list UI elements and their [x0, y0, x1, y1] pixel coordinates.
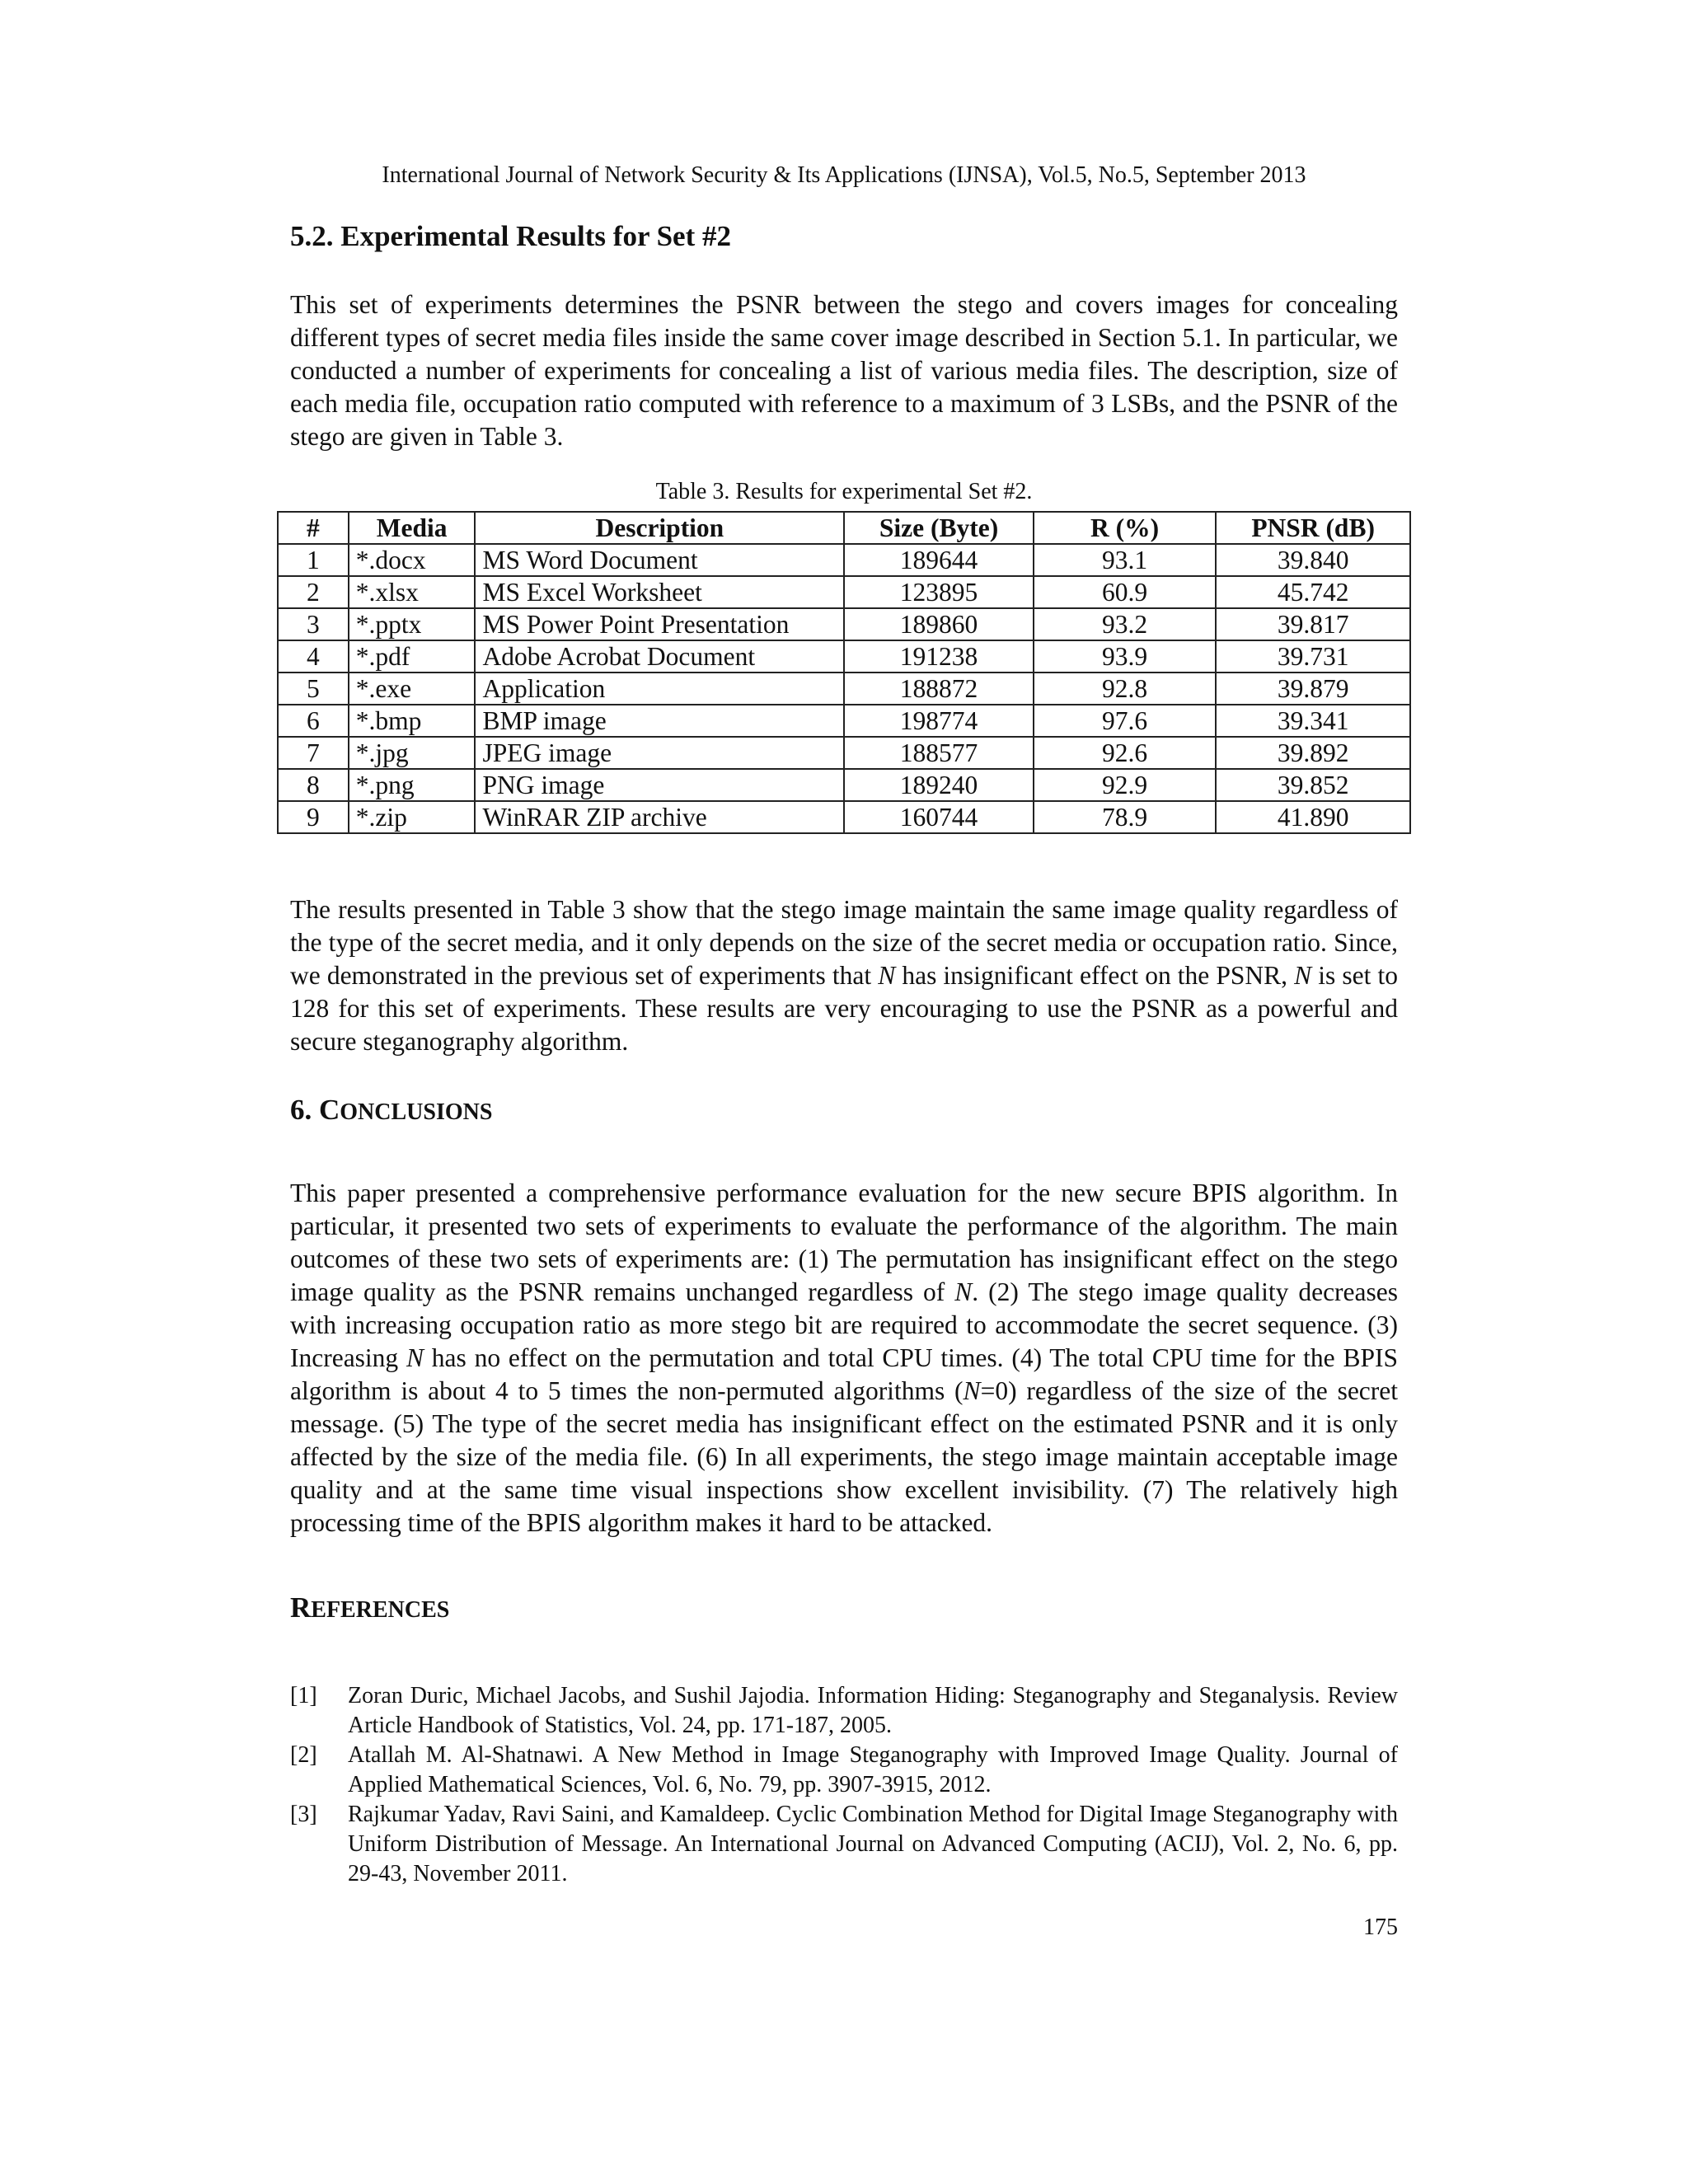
table-cell: 97.6	[1034, 705, 1216, 737]
table-cell: BMP image	[475, 705, 844, 737]
table-cell: 93.9	[1034, 640, 1216, 673]
table-cell: PNG image	[475, 769, 844, 801]
table-cell: 6	[278, 705, 349, 737]
page-number: 175	[1363, 1915, 1398, 1940]
table-cell: 39.852	[1216, 769, 1410, 801]
variable-n: N	[1294, 961, 1312, 990]
table-cell: 39.879	[1216, 673, 1410, 705]
table-header-row	[278, 512, 1410, 544]
table-row	[278, 608, 1410, 640]
table-cell: 188577	[844, 737, 1034, 769]
table-cell: JPEG image	[475, 737, 844, 769]
table-cell: 39.817	[1216, 608, 1410, 640]
table-cell: *.pdf	[349, 640, 476, 673]
section-5-2-paragraph: This set of experiments determines the PSNR between the stego and covers images for concealing different types of secret media files inside the same cover image described in Section 5.1. In particular, we conducted a number of experiments for concealing a list of various media files. The description, size of each media file, occupation ratio computed with reference to a maximum of 3 LSBs, and the PSNR of the stego are given in Table 3.	[290, 290, 1398, 451]
heading-initial: R	[290, 1591, 312, 1624]
table-cell: 39.341	[1216, 705, 1410, 737]
table-header-cell: Media	[349, 512, 476, 544]
table-cell: 189860	[844, 608, 1034, 640]
conclusions-heading	[290, 1093, 492, 1130]
table-cell: 39.731	[1216, 640, 1410, 673]
text-run: =0) regardless of the size of the secret message. (5) The type of the secret media has insignificant effect on the estimated PSNR and it is only affected by the size of the media file. (6) In all experiments, the stego image maintain acceptable image quality and at the same time visual inspections show excellent invisibility. (7) The relatively high processing time of the BPIS algorithm makes it hard to be attacked.	[290, 1376, 1399, 1537]
table-cell: 60.9	[1034, 576, 1216, 608]
text-run: . (2) The stego image quality decreases with increasing occupation ratio as more stego bit are required to accommodate the secret sequence. (3) Increasing	[290, 1277, 1398, 1372]
variable-n: N	[406, 1343, 424, 1372]
table-row	[278, 801, 1410, 833]
table-cell: Application	[475, 673, 844, 705]
reference-item	[290, 1741, 1398, 1800]
table-cell: 5	[278, 673, 349, 705]
table-cell: *.zip	[349, 801, 476, 833]
table-cell: MS Power Point Presentation	[475, 608, 844, 640]
conclusions-paragraph	[290, 1177, 1398, 1540]
table-cell: Adobe Acrobat Document	[475, 640, 844, 673]
table-cell: 39.840	[1216, 544, 1410, 576]
reference-text: Zoran Duric, Michael Jacobs, and Sushil Jajodia. Information Hiding: Steganography and Steganalysis. Review Article Handbook of Statistics, Vol. 24, pp. 171-187, 2005.	[348, 1683, 1398, 1738]
table-row	[278, 640, 1410, 673]
table-cell: 3	[278, 608, 349, 640]
reference-list	[290, 1681, 1398, 1889]
heading-rest: ONCLUSIONS	[340, 1099, 493, 1125]
table-cell: 92.6	[1034, 737, 1216, 769]
table-header-cell: PNSR (dB)	[1216, 512, 1410, 544]
section-heading-5-2: 5.2. Experimental Results for Set #2	[290, 220, 731, 252]
table-cell: 45.742	[1216, 576, 1410, 608]
table-cell: 7	[278, 737, 349, 769]
variable-n: N	[878, 961, 896, 990]
table-cell: *.jpg	[349, 737, 476, 769]
table-cell: MS Word Document	[475, 544, 844, 576]
table-cell: *.xlsx	[349, 576, 476, 608]
table-row	[278, 544, 1410, 576]
table-cell: 198774	[844, 705, 1034, 737]
table-header-cell: Description	[475, 512, 844, 544]
table-cell: 8	[278, 769, 349, 801]
table-cell: 92.8	[1034, 673, 1216, 705]
variable-n: N	[954, 1277, 973, 1306]
text-run: The results presented in Table 3 show that the stego image maintain the same image quality regardless of the type of the secret media, and it only depends on the size of the secret media or occupation ratio. Since, we demonstrated in the previous set of experiments that	[290, 895, 1398, 990]
text-run: This paper presented a comprehensive performance evaluation for the new secure BPIS algorithm. In particular, it presented two sets of experiments to evaluate the performance of the algorithm. The main outcomes of these two sets of experiments are: (1) The permutation has insignificant effect on the stego image quality as the PSNR remains unchanged regardless of	[290, 1179, 1398, 1306]
table-cell: MS Excel Worksheet	[475, 576, 844, 608]
table-row	[278, 737, 1410, 769]
table-cell: 1	[278, 544, 349, 576]
reference-item	[290, 1681, 1398, 1741]
table-cell: WinRAR ZIP archive	[475, 801, 844, 833]
text-run: has no effect on the permutation and total CPU times. (4) The total CPU time for the BPIS algorithm is about 4 to 5 times the non-permuted algorithms (	[290, 1343, 1398, 1405]
reference-text: Rajkumar Yadav, Ravi Saini, and Kamaldeep. Cyclic Combination Method for Digital Image Steganography with Uniform Distribution of Message. An International Journal on Advanced Computing (ACIJ), Vol. 2, No. 6, pp. 29-43, November 2011.	[348, 1802, 1398, 1886]
table-header-cell: #	[278, 512, 349, 544]
table-cell: 78.9	[1034, 801, 1216, 833]
table-cell: 4	[278, 640, 349, 673]
results-table	[277, 511, 1411, 834]
table-cell: 93.1	[1034, 544, 1216, 576]
table-header-cell: Size (Byte)	[844, 512, 1034, 544]
table-cell: 92.9	[1034, 769, 1216, 801]
heading-initial: C	[319, 1094, 340, 1126]
table-row	[278, 769, 1410, 801]
table-cell: *.bmp	[349, 705, 476, 737]
table-cell: 160744	[844, 801, 1034, 833]
table-cell: 189240	[844, 769, 1034, 801]
variable-n: N	[963, 1376, 981, 1405]
table-cell: 41.890	[1216, 801, 1410, 833]
table-cell: 188872	[844, 673, 1034, 705]
table-cell: 9	[278, 801, 349, 833]
reference-number: [2]	[290, 1742, 317, 1768]
table-row	[278, 673, 1410, 705]
table-cell: *.png	[349, 769, 476, 801]
table-cell: 123895	[844, 576, 1034, 608]
reference-number: [3]	[290, 1802, 317, 1827]
table-cell: *.pptx	[349, 608, 476, 640]
table-cell: *.docx	[349, 544, 476, 576]
heading-rest: EFERENCES	[311, 1597, 450, 1623]
table-row	[278, 705, 1410, 737]
running-header: International Journal of Network Security & Its Applications (IJNSA), Vol.5, No.5, September 2013	[382, 162, 1306, 188]
table-row	[278, 576, 1410, 608]
table-caption: Table 3. Results for experimental Set #2.	[655, 479, 1033, 504]
table-cell: 191238	[844, 640, 1034, 673]
reference-number: [1]	[290, 1683, 317, 1708]
table-cell: 189644	[844, 544, 1034, 576]
table-cell: 39.892	[1216, 737, 1410, 769]
text-run: has insignificant effect on the PSNR,	[895, 961, 1295, 990]
reference-text: Atallah M. Al-Shatnawi. A New Method in Image Steganography with Improved Image Quality. Journal of Applied Mathematical Sciences, Vol. 6, No. 79, pp. 3907-3915, 2012.	[348, 1742, 1398, 1797]
text-run: is set to 128 for this set of experiments. These results are very encouraging to use the PSNR as a powerful and secure steganography algorithm.	[290, 961, 1398, 1056]
reference-item	[290, 1800, 1398, 1889]
table-cell: *.exe	[349, 673, 476, 705]
results-discussion-paragraph	[290, 893, 1398, 1058]
table-header-cell: R (%)	[1034, 512, 1216, 544]
references-heading	[290, 1591, 449, 1628]
table-cell: 93.2	[1034, 608, 1216, 640]
heading-number: 6.	[290, 1094, 319, 1126]
table-cell: 2	[278, 576, 349, 608]
